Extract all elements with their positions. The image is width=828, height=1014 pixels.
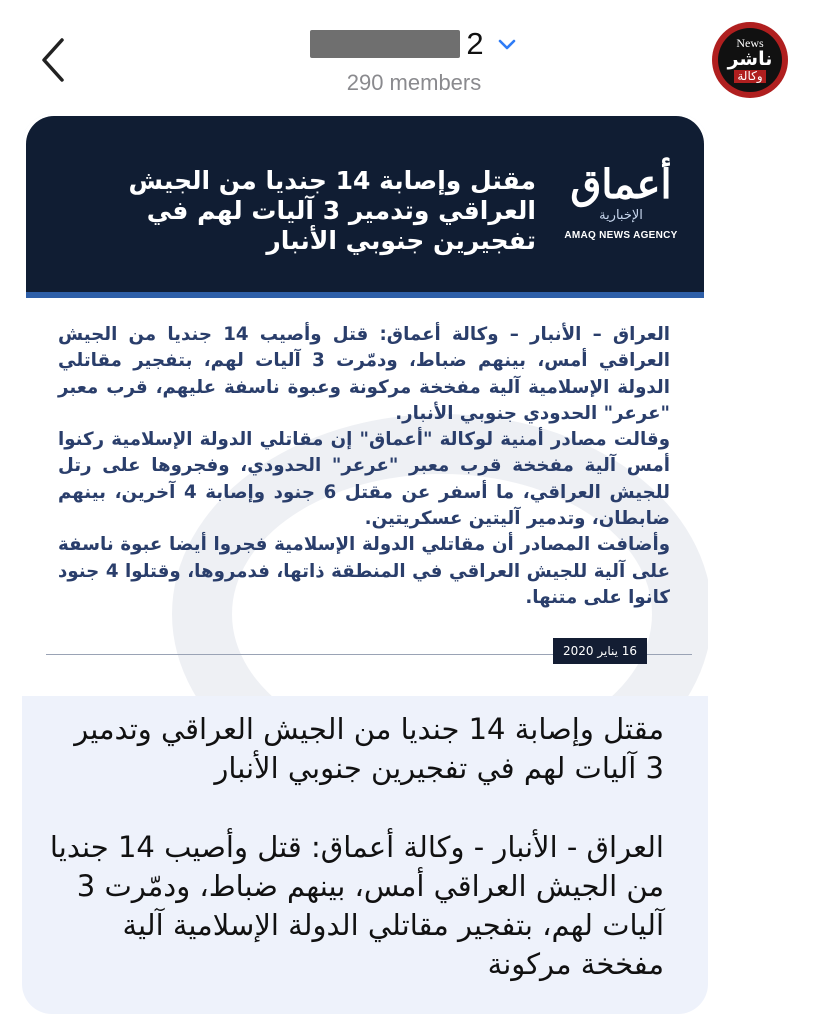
chat-title-area[interactable] xyxy=(200,26,628,96)
avatar-label-ar: ناشر xyxy=(727,48,773,70)
chat-title: 2 xyxy=(466,26,484,61)
avatar-label-en: News xyxy=(736,36,764,50)
image-headline: مقتل وإصابة 14 جنديا من الجيش العراقي وتدمير 3 آليات لهم في تفجيرين جنوبي الأنبار xyxy=(128,166,536,255)
message-bubble xyxy=(22,114,708,1014)
message-caption xyxy=(22,710,708,984)
channel-avatar[interactable] xyxy=(712,22,788,98)
chevron-left-icon xyxy=(34,34,74,86)
post-image[interactable] xyxy=(22,114,708,696)
image-paragraph: العراق – الأنبار – وكالة أعماق: قتل وأصيب 14 جنديا من الجيش العراقي أمس، بينهم ضباط، ودمّرت 3 آليات لهم، بتفجير مقاتلي الدولة الإسلامية آلية مفخخة مركونة وعبوة ناسفة عليهم، قرب معبر "عرعر" الحدودي جنوبي الأنبار. xyxy=(58,324,671,424)
chevron-down-icon[interactable] xyxy=(496,33,518,55)
chat-header xyxy=(0,0,828,112)
amaq-logo: أعماق الإخبارية AMAQ NEWS AGENCY xyxy=(564,161,678,241)
avatar-label-ar-2: وكالة xyxy=(734,70,765,83)
back-button[interactable] xyxy=(34,34,74,86)
date-badge: 16 يناير 2020 xyxy=(553,638,647,664)
caption-title: مقتل وإصابة 14 جنديا من الجيش العراقي وتدمير 3 آليات لهم في تفجيرين جنوبي الأنبار xyxy=(74,712,664,785)
image-article-text xyxy=(58,322,670,611)
image-paragraph: وأضافت المصادر أن مقاتلي الدولة الإسلامية فجروا أيضا عبوة ناسفة على آلية للجيش العراقي في المنطقة ذاتها، فدمروها، وقتلوا 4 جنود كانوا على متنها. xyxy=(58,534,671,608)
redacted-title xyxy=(310,30,460,58)
caption-body: العراق - الأنبار - وكالة أعماق: قتل وأصيب 14 جنديا من الجيش العراقي أمس، بينهم ضباط، ودمّرت 3 آليات لهم، بتفجير مقاتلي الدولة الإسلامية آلية مفخخة مركونة xyxy=(49,830,664,981)
banner-stripe xyxy=(26,292,704,298)
image-paragraph: وقالت مصادر أمنية لوكالة "أعماق" إن مقاتلي الدولة الإسلامية ركنوا أمس آلية مفخخة قرب معبر "عرعر" الحدودي، وفجروها على رتل للجيش العراقي، ما أسفر عن مقتل 6 جنود وإصابة 4 آخرين، بينهم ضابطان، وتدمير آليتين عسكريتين. xyxy=(58,429,670,530)
member-count: 290 members xyxy=(346,70,482,95)
image-banner xyxy=(26,116,704,294)
